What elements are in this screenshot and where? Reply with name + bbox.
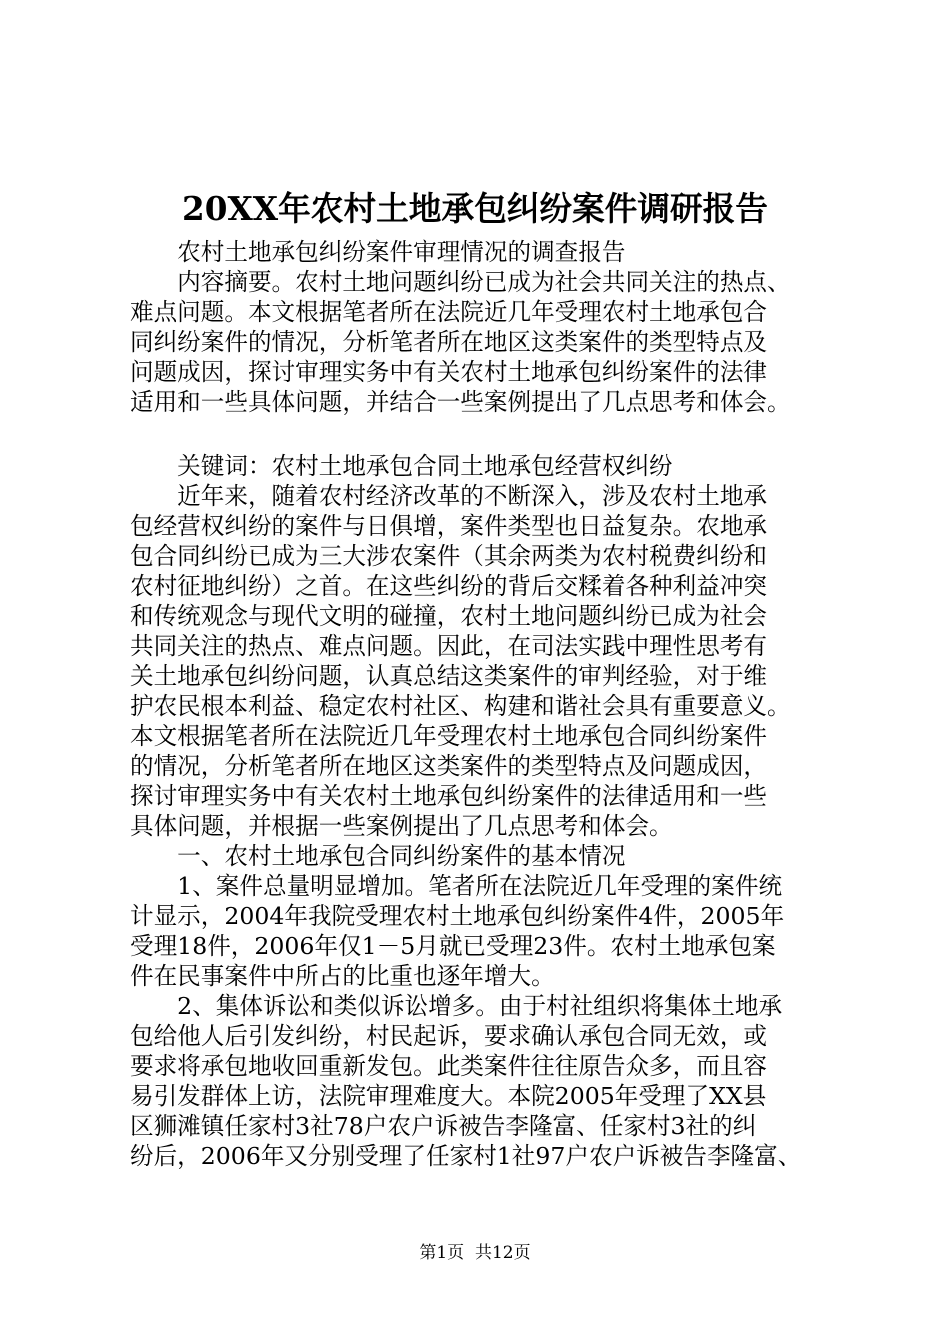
body-line: 共同关注的热点、难点问题。因此，在司法实践中理性思考有 — [130, 632, 768, 660]
body-line-subtitle: 农村土地承包纠纷案件审理情况的调查报告 — [130, 238, 626, 266]
body-line: 适用和一些具体问题，并结合一些案例提出了几点思考和体会。 — [130, 388, 791, 416]
section-heading: 一、农村土地承包合同纠纷案件的基本情况 — [130, 842, 626, 870]
body-line: 本文根据笔者所在法院近几年受理农村土地承包合同纠纷案件 — [130, 722, 768, 750]
body-line: 要求将承包地收回重新发包。此类案件往往原告众多，而且容 — [130, 1052, 768, 1080]
body-line: 探讨审理实务中有关农村土地承包纠纷案件的法律适用和一些 — [130, 782, 768, 810]
body-line: 纷后，2006年又分别受理了任家村1社97户农户诉被告李隆富、 — [130, 1142, 802, 1170]
body-line: 包给他人后引发纠纷，村民起诉，要求确认承包合同无效，或 — [130, 1022, 768, 1050]
body-line: 受理18件，2006年仅1－5月就已受理23件。农村土地承包案 — [130, 932, 776, 960]
body-line-keywords: 关键词：农村土地承包合同土地承包经营权纠纷 — [130, 452, 673, 480]
body-line: 护农民根本利益、稳定农村社区、构建和谐社会具有重要意义。 — [130, 692, 791, 720]
body-line: 1、案件总量明显增加。笔者所在法院近几年受理的案件统 — [130, 872, 783, 900]
body-line: 计显示，2004年我院受理农村土地承包纠纷案件4件，2005年 — [130, 902, 785, 930]
body-line: 的情况，分析笔者所在地区这类案件的类型特点及问题成因， — [130, 752, 768, 780]
body-line: 件在民事案件中所占的比重也逐年增大。 — [130, 962, 555, 990]
body-line: 包合同纠纷已成为三大涉农案件（其余两类为农村税费纠纷和 — [130, 542, 768, 570]
body-line: 易引发群体上访，法院审理难度大。本院2005年受理了XX县 — [130, 1082, 767, 1110]
body-line: 内容摘要。农村土地问题纠纷已成为社会共同关注的热点、 — [130, 268, 791, 296]
body-line: 近年来，随着农村经济改革的不断深入，涉及农村土地承 — [130, 482, 768, 510]
body-line: 区狮滩镇任家村3社78户农户诉被告李隆富、任家村3社的纠 — [130, 1112, 757, 1140]
body-line: 包经营权纠纷的案件与日俱增，案件类型也日益复杂。农地承 — [130, 512, 768, 540]
body-line: 农村征地纠纷）之首。在这些纠纷的背后交糅着各种利益冲突 — [130, 572, 768, 600]
document-title: 20XX年农村土地承包纠纷案件调研报告 — [182, 189, 768, 228]
body-line: 难点问题。本文根据笔者所在法院近几年受理农村土地承包合 — [130, 298, 768, 326]
body-line: 2、集体诉讼和类似诉讼增多。由于村社组织将集体土地承 — [130, 992, 783, 1020]
body-line: 具体问题，并根据一些案例提出了几点思考和体会。 — [130, 812, 673, 840]
body-line: 问题成因，探讨审理实务中有关农村土地承包纠纷案件的法律 — [130, 358, 768, 386]
body-line: 同纠纷案件的情况，分析笔者所在地区这类案件的类型特点及 — [130, 328, 768, 356]
page-number-footer: 第1页 共12页 — [419, 1243, 531, 1263]
body-line: 和传统观念与现代文明的碰撞，农村土地问题纠纷已成为社会 — [130, 602, 768, 630]
body-line: 关土地承包纠纷问题，认真总结这类案件的审判经验，对于维 — [130, 662, 768, 690]
